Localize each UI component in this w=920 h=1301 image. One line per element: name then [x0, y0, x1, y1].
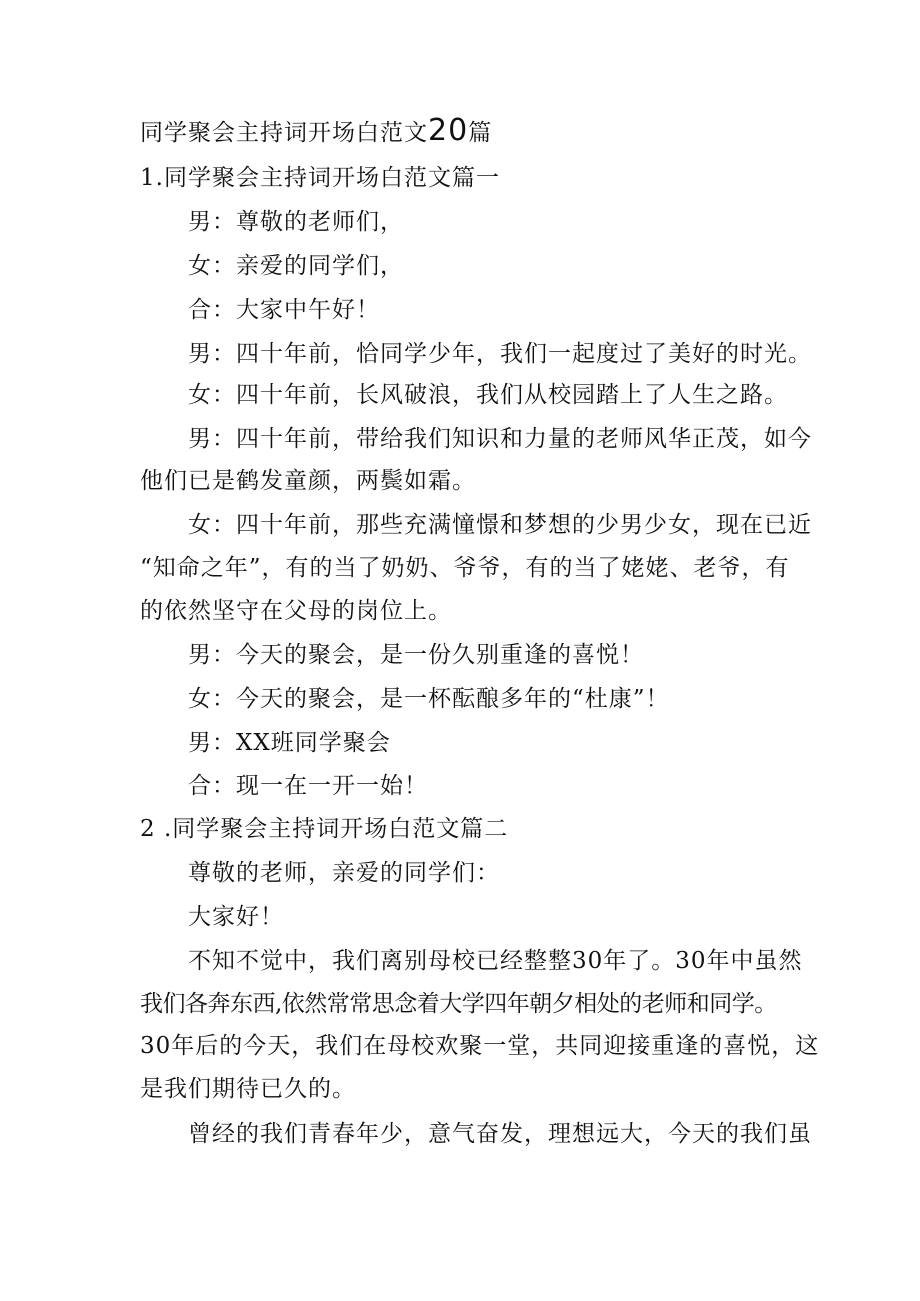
paragraph-line: 尊敬的老师，亲爱的同学们：: [188, 860, 500, 886]
paragraph-line-continued: 我们各奔东西,依然常常思念着大学四年朝夕相处的老师和同学。: [140, 991, 777, 1017]
dialogue-line: 合：大家中午好！: [188, 297, 380, 323]
title-number: 20: [428, 113, 469, 148]
dialogue-line: 女：四十年前，长风破浪，我们从校园踏上了人生之路。: [188, 382, 788, 408]
dialogue-line: 男：XX班同学聚会: [188, 730, 391, 756]
dialogue-line-continued: 的依然坚守在父母的岗位上。: [140, 598, 452, 624]
paragraph-line-continued: 是我们期待已久的。: [140, 1076, 356, 1102]
dialogue-line: 女：亲爱的同学们，: [188, 253, 404, 279]
dialogue-line-continued: 他们已是鹤发童颜，两鬓如霜。: [140, 468, 476, 494]
title-suffix: 篇: [468, 120, 493, 146]
paragraph-line-continued: 30年后的今天，我们在母校欢聚一堂，共同迎接重逢的喜悦，这: [140, 1033, 820, 1059]
paragraph-line: 大家好！: [188, 904, 284, 930]
dialogue-line-continued: “知命之年”，有的当了奶奶、爷爷，有的当了姥姥、老爷，有: [140, 555, 790, 581]
paragraph-line: 不知不觉中，我们离别母校已经整整30年了。30年中虽然: [188, 948, 803, 974]
dialogue-line: 男：尊敬的老师们，: [188, 209, 404, 235]
dialogue-line: 女：四十年前，那些充满憧憬和梦想的少男少女，现在已近: [188, 512, 812, 538]
paragraph-line: 曾经的我们青春年少，意气奋发，理想远大，今天的我们虽: [188, 1121, 812, 1147]
dialogue-line: 女：今天的聚会，是一杯酝酿多年的“杜康”！: [188, 686, 670, 712]
page-title: [140, 113, 493, 148]
dialogue-line: 男：四十年前，带给我们知识和力量的老师风华正茂，如今: [188, 426, 812, 452]
title-text: 同学聚会主持词开场白范文: [140, 120, 428, 146]
section-2-heading: 2 .同学聚会主持词开场白范文篇二: [140, 816, 509, 842]
dialogue-line: 合：现一在一开一始！: [188, 773, 428, 799]
section-1-heading: 1.同学聚会主持词开场白范文篇一: [140, 165, 500, 191]
dialogue-line: 男：今天的聚会，是一份久别重逢的喜悦！: [188, 642, 644, 668]
dialogue-line: 男：四十年前，恰同学少年，我们一起度过了美好的时光。: [188, 341, 812, 367]
